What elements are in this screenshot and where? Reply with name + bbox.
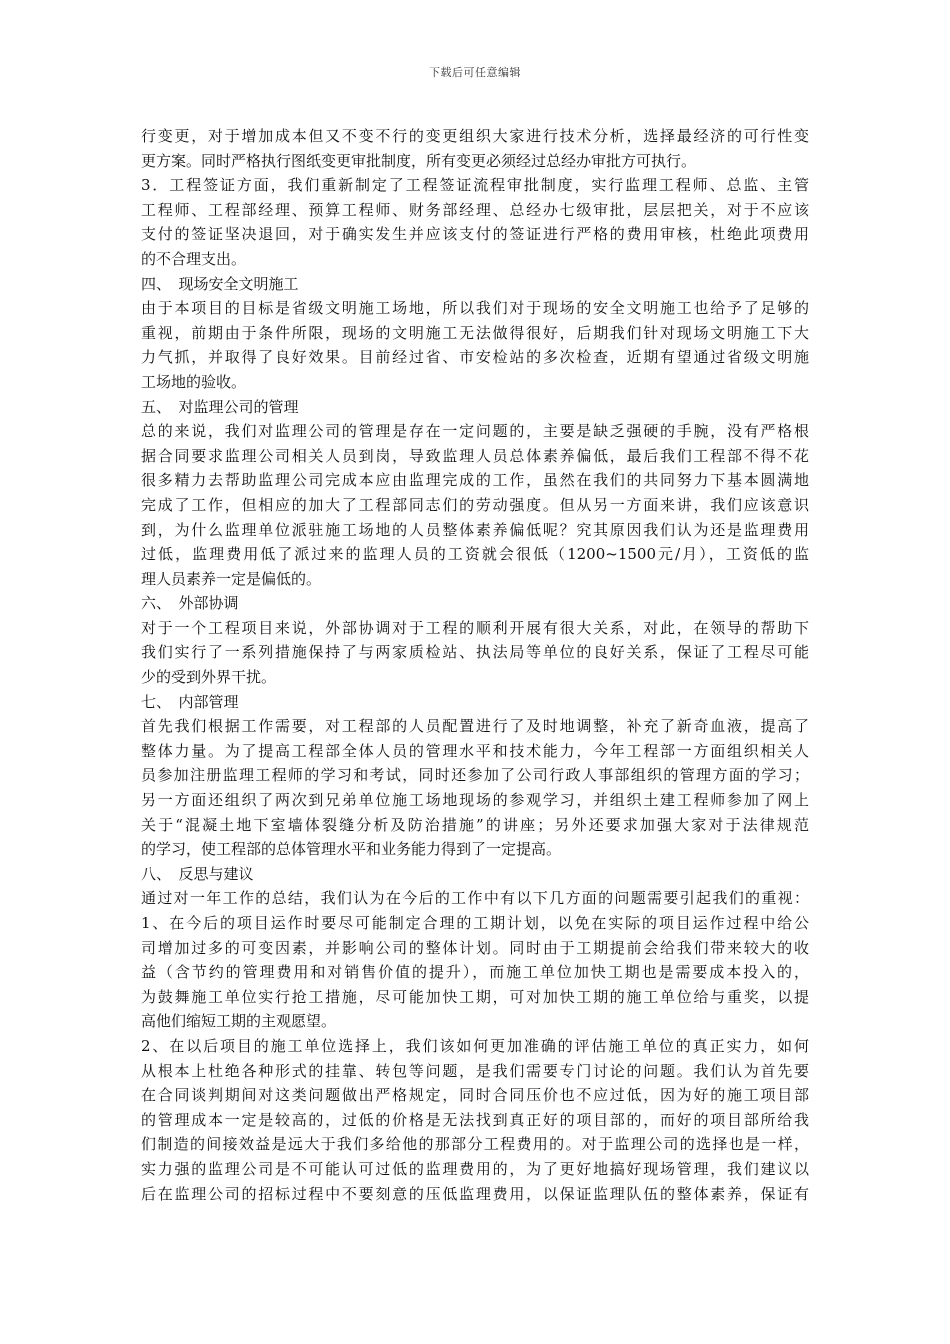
text-line: 重视，前期由于条件所限，现场的文明施工无法做得很好，后期我们针对现场文明施工下大 <box>141 323 809 342</box>
text-line: 更方案。同时严格执行图纸变更审批制度，所有变更必须经过总经办审批方可执行。 <box>141 151 697 170</box>
text-line: 另一方面还组织了两次到兄弟单位施工场地现场的参观学习，并组织土建工程师参加了网上 <box>141 791 809 810</box>
text-line: 对于一个工程项目来说，外部协调对于工程的顺利开展有很大关系，对此，在领导的帮助下 <box>141 618 809 637</box>
text-line: 很多精力去帮助监理公司完成本应由监理完成的工作，虽然在我们的共同努力下基本圆满地 <box>141 471 809 490</box>
text-line: 2、在以后项目的施工单位选择上，我们该如何更加准确的评估施工单位的真正实力，如何 <box>141 1036 809 1055</box>
text-line: 的管理成本一定是较高的，过低的价格是无法找到真正好的项目部的，而好的项目部所给我 <box>141 1110 809 1129</box>
text-line: 实力强的监理公司是不可能认可过低的监理费用的，为了更好地搞好现场管理，我们建议以 <box>141 1159 809 1178</box>
text-line: 的学习，使工程部的总体管理水平和业务能力得到了一定提高。 <box>141 840 562 859</box>
text-line: 由于本项目的目标是省级文明施工场地，所以我们对于现场的安全文明施工也给予了足够的 <box>141 299 809 318</box>
text-line: 支付的签证坚决退回，对于确实发生并应该支付的签证进行严格的费用审核，杜绝此项费用 <box>141 225 809 244</box>
text-line: 力气抓，并取得了良好效果。目前经过省、市安检站的多次检查，近期有望通过省级文明施 <box>141 348 809 367</box>
text-line: 在合同谈判期间对这类问题做出严格规定，同时合同压价也不应过低，因为好的施工项目部 <box>141 1086 809 1105</box>
section-heading: 八、 反思与建议 <box>141 864 254 883</box>
text-line: 完成了工作，但相应的加大了工程部同志们的劳动强度。但从另一方面来讲，我们应该意识 <box>141 495 809 514</box>
text-line: 少的受到外界干扰。 <box>141 668 277 687</box>
document-body <box>141 124 809 1206</box>
text-line: 工程师、工程部经理、预算工程师、财务部经理、总经办七级审批，层层把关，对于不应该 <box>141 200 809 219</box>
text-line: 过低，监理费用低了派过来的监理人员的工资就会很低（1200~1500元/月），工资低的监 <box>141 545 809 564</box>
text-line: 1、在今后的项目运作时要尽可能制定合理的工期计划，以免在实际的项目运作过程中给公 <box>141 914 809 932</box>
text-line: 员参加注册监理工程师的学习和考试，同时还参加了公司行政人事部组织的管理方面的学习； <box>141 766 809 785</box>
section-heading: 五、 对监理公司的管理 <box>141 397 299 416</box>
text-line: 通过对一年工作的总结，我们认为在今后的工作中有以下几方面的问题需要引起我们的重视： <box>141 889 809 908</box>
page-header: 下载后可任意编辑 <box>429 66 521 79</box>
text-line: 为鼓舞施工单位实行抢工措施，尽可能加快工期，可对加快工期的施工单位给与重奖，以提 <box>141 987 809 1006</box>
text-line: 我们实行了一系列措施保持了与两家质检站、执法局等单位的良好关系，保证了工程尽可能 <box>141 643 809 662</box>
text-line: 首先我们根据工作需要，对工程部的人员配置进行了及时地调整，补充了新奇血液，提高了 <box>141 717 809 736</box>
text-line: 理人员素养一定是偏低的。 <box>141 569 322 588</box>
text-line: 总的来说，我们对监理公司的管理是存在一定问题的，主要是缺乏强硬的手腕，没有严格根 <box>141 422 809 441</box>
text-line: 司增加过多的可变因素，并影响公司的整体计划。同时由于工期提前会给我们带来较大的收 <box>141 938 809 957</box>
text-line: 到，为什么监理单位派驻施工场地的人员整体素养偏低呢？究其原因我们认为还是监理费用 <box>141 520 809 539</box>
text-line: 从根本上杜绝各种形式的挂靠、转包等问题，是我们需要专门讨论的问题。我们认为首先要 <box>141 1061 809 1080</box>
text-line: 高他们缩短工期的主观愿望。 <box>141 1012 337 1031</box>
text-line: 关于“混凝土地下室墙体裂缝分析及防治措施”的讲座；另外还要求加强大家对于法律规范 <box>141 815 809 834</box>
text-line: 益（含节约的管理费用和对销售价值的提升），而施工单位加快工期也是需要成本投入的， <box>141 963 809 982</box>
section-heading: 六、 外部协调 <box>141 594 239 613</box>
text-line: 的不合理支出。 <box>141 249 247 268</box>
text-line: 3．工程签证方面，我们重新制定了工程签证流程审批制度，实行监理工程师、总监、主管 <box>141 176 809 195</box>
text-line: 们制造的间接效益是远大于我们多给他的那部分工程费用的。对于监理公司的选择也是一样， <box>141 1135 809 1154</box>
text-line: 整体力量。为了提高工程部全体人员的管理水平和技术能力，今年工程部一方面组织相关人 <box>141 741 809 760</box>
text-line: 行变更，对于增加成本但又不变不行的变更组织大家进行技术分析，选择最经济的可行性变 <box>141 127 809 145</box>
text-line: 据合同要求监理公司相关人员到岗，导致监理人员总体素养偏低，最后我们工程部不得不花 <box>141 446 809 465</box>
text-line: 工场地的验收。 <box>141 372 247 391</box>
section-heading: 四、 现场安全文明施工 <box>141 274 299 293</box>
section-heading: 七、 内部管理 <box>141 692 239 711</box>
text-line: 后在监理公司的招标过程中不要刻意的压低监理费用，以保证监理队伍的整体素养，保证有 <box>141 1184 809 1203</box>
